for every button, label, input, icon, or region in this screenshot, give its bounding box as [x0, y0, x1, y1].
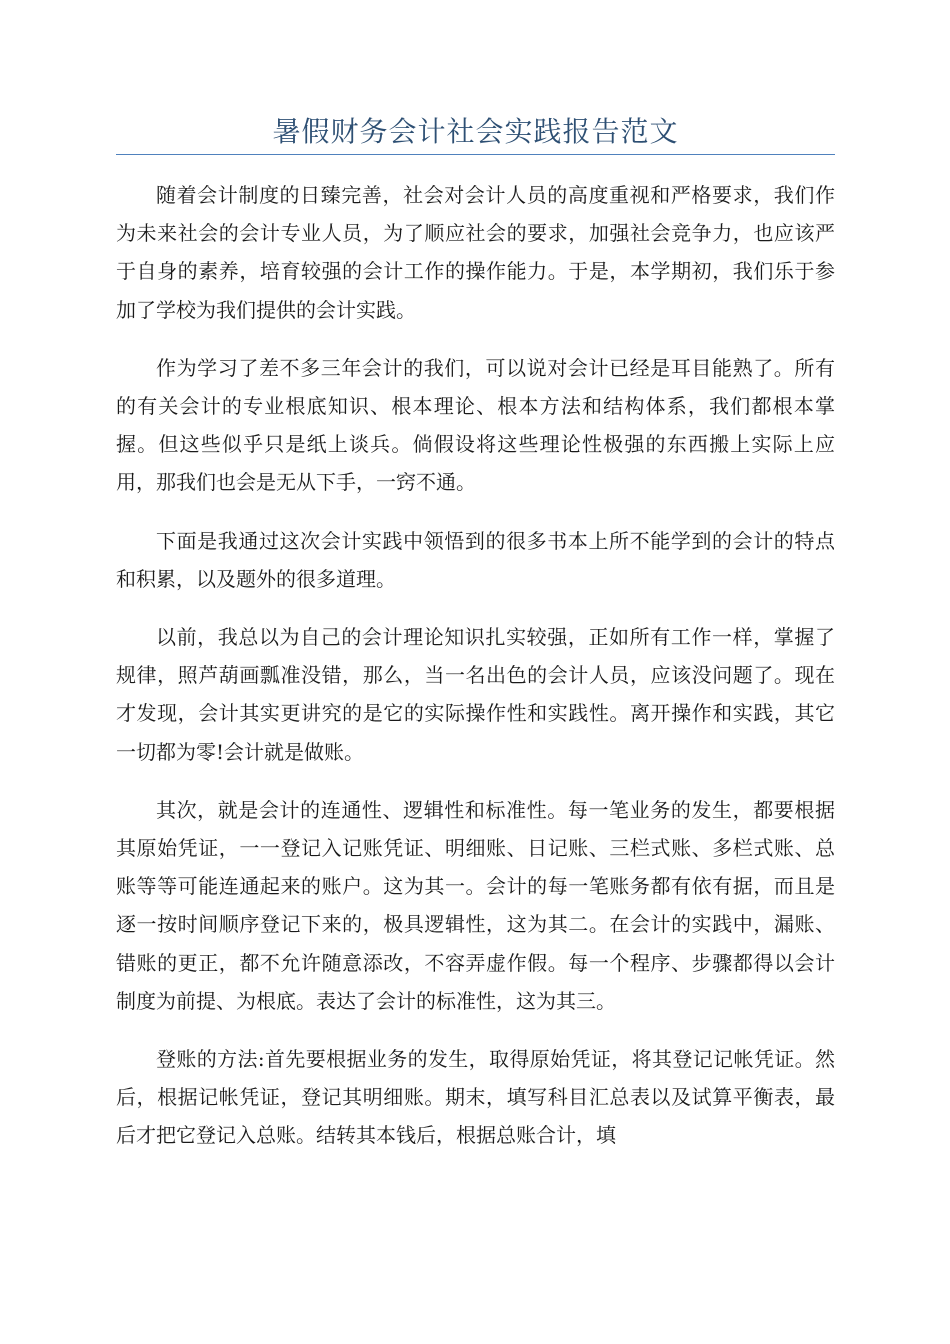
paragraph: 以前，我总以为自己的会计理论知识扎实较强，正如所有工作一样，掌握了规律，照芦葫画瓢准没错，那么，当一名出色的会计人员，应该没问题了。现在才发现，会计其实更讲究的是它的实际操作性和实践性。离开操作和实践，其它一切都为零!会计就是做账。 — [116, 625, 835, 764]
title-underline — [116, 154, 835, 155]
paragraph: 下面是我通过这次会计实践中领悟到的很多书本上所不能学到的会计的特点和积累，以及题外的很多道理。 — [116, 528, 835, 591]
document-title: 暑假财务会计社会实践报告范文 — [272, 115, 679, 148]
paragraph: 作为学习了差不多三年会计的我们，可以说对会计已经是耳目能熟了。所有的有关会计的专业根底知识、根本理论、根本方法和结构体系，我们都根本掌握。但这些似乎只是纸上谈兵。倘假设将这些理论性极强的东西搬上实际上应用，那我们也会是无从下手，一窍不通。 — [116, 355, 835, 495]
paragraph: 其次，就是会计的连通性、逻辑性和标准性。每一笔业务的发生，都要根据其原始凭证，一一登记入记账凭证、明细账、日记账、三栏式账、多栏式账、总账等等可能连通起来的账户。这为其一。会计的每一笔账务都有依有据，而且是逐一按时间顺序登记下来的，极具逻辑性，这为其二。在会计的实践中，漏账、错账的更正，都不允许随意添改，不容弄虚作假。每一个程序、步骤都得以会计制度为前提、为根底。表达了会计的标准性，这为其三。 — [116, 797, 835, 1013]
paragraph: 登账的方法:首先要根据业务的发生，取得原始凭证，将其登记记帐凭证。然后，根据记帐凭证，登记其明细账。期末，填写科目汇总表以及试算平衡表，最后才把它登记入总账。结转其本钱后，根据总账合计，填 — [116, 1047, 835, 1148]
document-body — [116, 176, 835, 1175]
paragraph: 随着会计制度的日臻完善，社会对会计人员的高度重视和严格要求，我们作为未来社会的会计专业人员，为了顺应社会的要求，加强社会竞争力，也应该严于自身的素养，培育较强的会计工作的操作能力。于是，本学期初，我们乐于参加了学校为我们提供的会计实践。 — [116, 183, 835, 322]
